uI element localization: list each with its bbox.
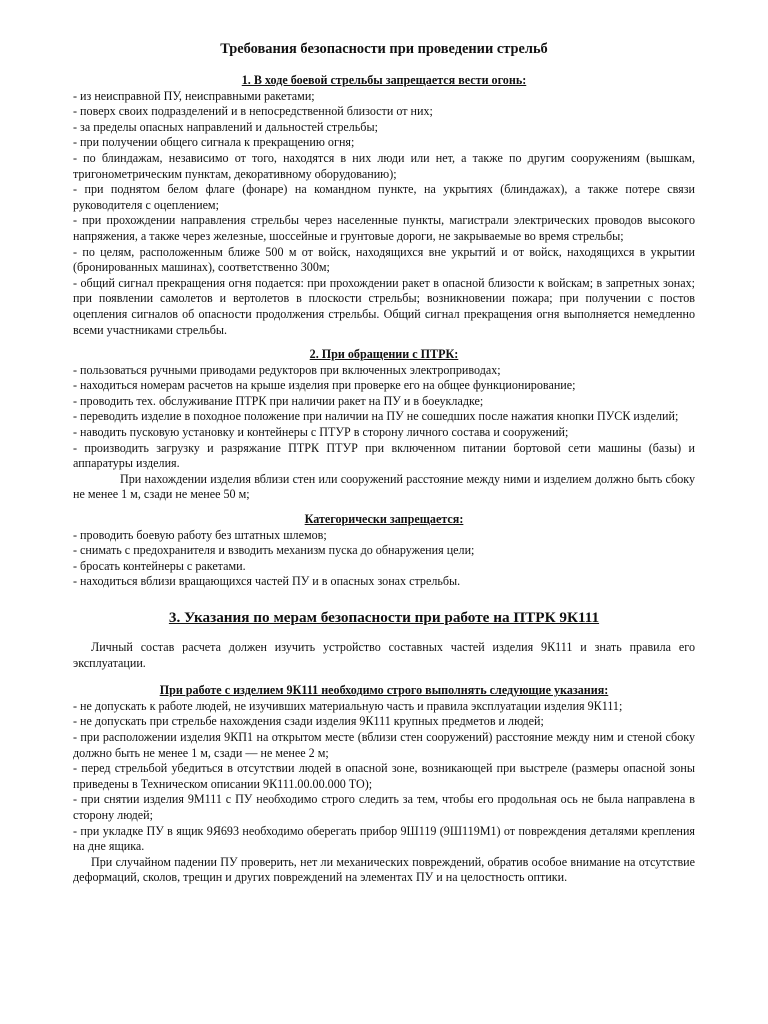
section3-list <box>73 699 695 855</box>
page-title: Требования безопасности при проведении стрельб <box>220 41 548 57</box>
section3-heading: 3. Указания по мерам безопасности при работе на ПТРК 9К111 <box>168 609 600 626</box>
section1-heading: 1. В ходе боевой стрельбы запрещается вести огонь: <box>241 73 527 87</box>
section3-closing: При случайном падении ПУ проверить, нет ли механических повреждений, обратив особое внимание на отсутствие деформаций, сколов, трещин и других повреждений на элементах ПУ и на целостность оптики. <box>73 854 695 885</box>
list-item: - наводить пусковую установку и контейнеры с ПТУР в сторону личного состава и сооружений; <box>73 425 569 440</box>
list-item: - перед стрельбой убедиться в отсутствии людей в опасной зоне, возникающей при выстреле (размеры опасной зоны приведены в Техническом описании 9К111.00.00.000 ТО); <box>73 761 695 791</box>
list-item: - из неисправной ПУ, неисправными ракетами; <box>73 88 315 103</box>
list-item: - не допускать при стрельбе нахождения сзади изделия 9К111 крупных предметов и людей; <box>73 714 544 729</box>
section3-intro: Личный состав расчета должен изучить устройство составных частей изделия 9К111 и знать правила его эксплуатации. <box>73 640 695 670</box>
section2-list <box>73 363 695 472</box>
list-item: - общий сигнал прекращения огня подается: при прохождении ракет в опасной близости к войскам; в запретных зонах; при появлении самолетов и вертолетов в плоскости стрельбы; возникновении пожара; при получении с постов оцепления сигналов об опасности продолжения стрельбы. Общий сигнал прекращения огня выполняется немедленно всеми участниками стрельбы. <box>73 275 695 337</box>
list-item: - производить загрузку и разряжание ПТРК ПТУР при включенном питании бортовой сети машины (базы) и аппаратуры изделия. <box>73 440 695 471</box>
list-item: - при расположении изделия 9КП1 на открытом месте (вблизи стен сооружений) расстояние между ним и стеной сбоку должно быть не менее 1 м, сзади — не менее 2 м; <box>73 729 695 760</box>
list-item: - проводить тех. обслуживание ПТРК при наличии ракет на ПУ и в боеукладке; <box>73 393 484 408</box>
list-item: - при поднятом белом флаге (фонаре) на командном пункте, на укрытиях (блиндажах), а также потере связи руководителя с оцеплением; <box>73 182 695 212</box>
list-item: - по блиндажам, независимо от того, находятся в них люди или нет, а также по другим сооружениям (вышкам, тригонометрическим пунктам, декоративному оборудованию); <box>73 150 695 181</box>
list-item: - не допускать к работе людей, не изучивших материальную часть и правила эксплуатации изделия 9К111; <box>73 698 623 713</box>
list-item: - находиться вблизи вращающихся частей ПУ и в опасных зонах стрельбы. <box>73 574 461 589</box>
list-item: - переводить изделие в походное положение при наличии на ПУ не сошедших после нажатия кнопки ПУСК изделий; <box>73 409 679 424</box>
categorical-list <box>73 528 695 590</box>
section2-heading: 2. При обращении с ПТРК: <box>309 347 459 362</box>
list-item: - при укладке ПУ в ящик 9Я693 необходимо оберегать прибор 9Ш119 (9Ш119М1) от повреждения деталями крепления на дне ящика. <box>73 823 695 854</box>
list-item: - бросать контейнеры с ракетами. <box>73 558 246 573</box>
list-item: - при получении общего сигнала к прекращению огня; <box>73 135 355 150</box>
categorical-heading: Категорически запрещается: <box>304 512 464 527</box>
section1-list <box>73 89 695 339</box>
list-item: - за пределы опасных направлений и дальностей стрельбы; <box>73 119 378 134</box>
section2-note: При нахождении изделия вблизи стен или сооружений расстояние между ними и изделием должно быть сбоку не менее 1 м, сзади не менее 50 м; <box>73 471 695 502</box>
list-item: - находиться номерам расчетов на крыше изделия при проверке его на общее функционирование; <box>73 378 576 393</box>
list-item: - по целям, расположенным ближе 500 м от войск, находящихся вне укрытий и от войск, находящихся в укрытии (бронированных машинах), соответственно 300м; <box>73 244 695 275</box>
list-item: - пользоваться ручными приводами редукторов при включенных электроприводах; <box>73 362 501 377</box>
list-item: - при прохождении направления стрельбы через населенные пункты, магистрали электрических проводов высокого напряжения, а также через железные, шоссейные и грунтовые дороги, не закрываемые во время стрельбы; <box>73 213 695 243</box>
list-item: - проводить боевую работу без штатных шлемов; <box>73 527 327 542</box>
list-item: - поверх своих подразделений и в непосредственной близости от них; <box>73 104 433 119</box>
section3-subheading: При работе с изделием 9К111 необходимо строго выполнять следующие указания: <box>159 683 609 698</box>
list-item: - снимать с предохранителя и взводить механизм пуска до обнаружения цели; <box>73 543 475 558</box>
list-item: - при снятии изделия 9М111 с ПУ необходимо строго следить за тем, чтобы его продольная ось не была направлена в сторону людей; <box>73 792 695 822</box>
